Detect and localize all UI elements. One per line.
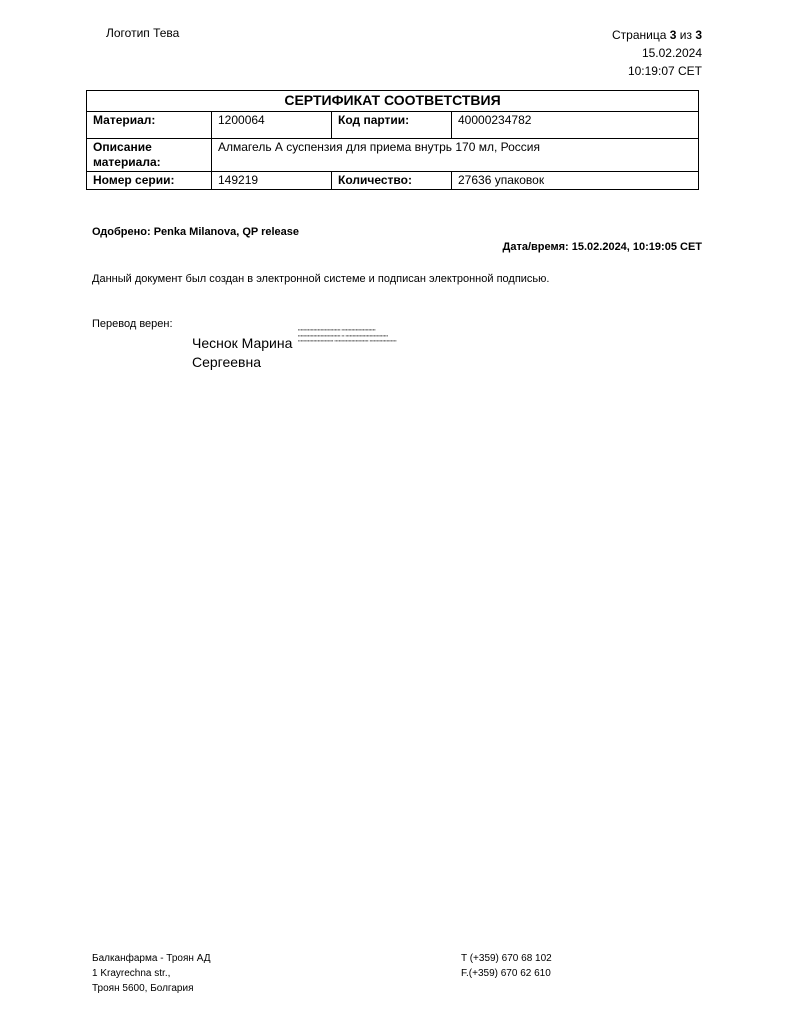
quantity-label: Количество: bbox=[332, 172, 452, 190]
header-date: 15.02.2024 bbox=[641, 46, 702, 60]
series-label: Номер серии: bbox=[87, 172, 212, 190]
description-value: Алмагель А суспензия для приема внутрь 170 мл, Россия bbox=[212, 139, 699, 172]
material-value: 1200064 bbox=[212, 112, 332, 139]
footer-fax: F.(+359) 670 62 610 bbox=[461, 968, 551, 979]
header-time: 10:19:07 CET bbox=[627, 64, 702, 78]
certificate-table bbox=[86, 90, 699, 190]
batch-value: 40000234782 bbox=[452, 112, 699, 139]
approval-datetime: Дата/время: 15.02.2024, 10:19:05 CET bbox=[502, 241, 702, 253]
certificate-title: СЕРТИФИКАТ СООТВЕТСТВИЯ bbox=[87, 91, 699, 112]
material-label: Материал: bbox=[87, 112, 212, 139]
translator-signature-name: Чеснок Марина Сергеевна bbox=[192, 335, 293, 370]
page-number: Страница 3 из 3 bbox=[612, 28, 702, 42]
translation-label: Перевод верен: bbox=[92, 318, 173, 330]
series-value: 149219 bbox=[212, 172, 332, 190]
company-logo-text: Логотип Тева bbox=[106, 26, 180, 40]
approved-by: Одобрено: Penka Milanova, QP release bbox=[92, 226, 300, 238]
description-label: Описание материала: bbox=[87, 139, 212, 172]
quantity-value: 27636 упаковок bbox=[452, 172, 699, 190]
footer-company: Балканфарма - Троян АД bbox=[92, 953, 211, 964]
footer-address bbox=[92, 951, 210, 996]
footer-city: Троян 5600, Болгария bbox=[92, 983, 194, 994]
footer-street: 1 Krayrechna str., bbox=[92, 968, 171, 979]
batch-label: Код партии: bbox=[332, 112, 452, 139]
electronic-signature-note: Данный документ был создан в электронной системе и подписан электронной подписью. bbox=[92, 273, 550, 285]
digital-signature-block: ▪▪▪▪▪▪▪▪▪▪▪▪▪▪▪▪▪▪▪▪▪▪▪▪▪▪▪▪▪▪ ▪▪▪▪▪▪▪▪▪▪▪▪▪▪▪▪▪▪▪▪▪▪▪▪ ▪▪▪▪▪▪▪▪▪▪▪▪▪▪▪▪▪▪▪▪▪▪▪▪▪▪▪▪▪▪ ▪▪ ▪▪▪▪▪▪▪▪▪▪▪▪▪▪▪▪▪▪▪▪▪▪▪▪▪▪▪▪▪▪ ▪▪▪▪▪▪▪▪▪▪▪▪▪▪▪▪▪▪▪▪▪▪▪▪▪ ▪▪▪▪▪▪▪▪▪▪▪▪▪▪▪▪▪▪▪▪▪▪▪▪ ▪▪▪▪▪▪▪▪▪▪▪▪▪▪▪▪▪▪▪ bbox=[298, 327, 397, 343]
footer-contacts bbox=[461, 951, 552, 981]
page-header-info bbox=[612, 26, 702, 80]
footer-phone: T (+359) 670 68 102 bbox=[461, 953, 552, 964]
